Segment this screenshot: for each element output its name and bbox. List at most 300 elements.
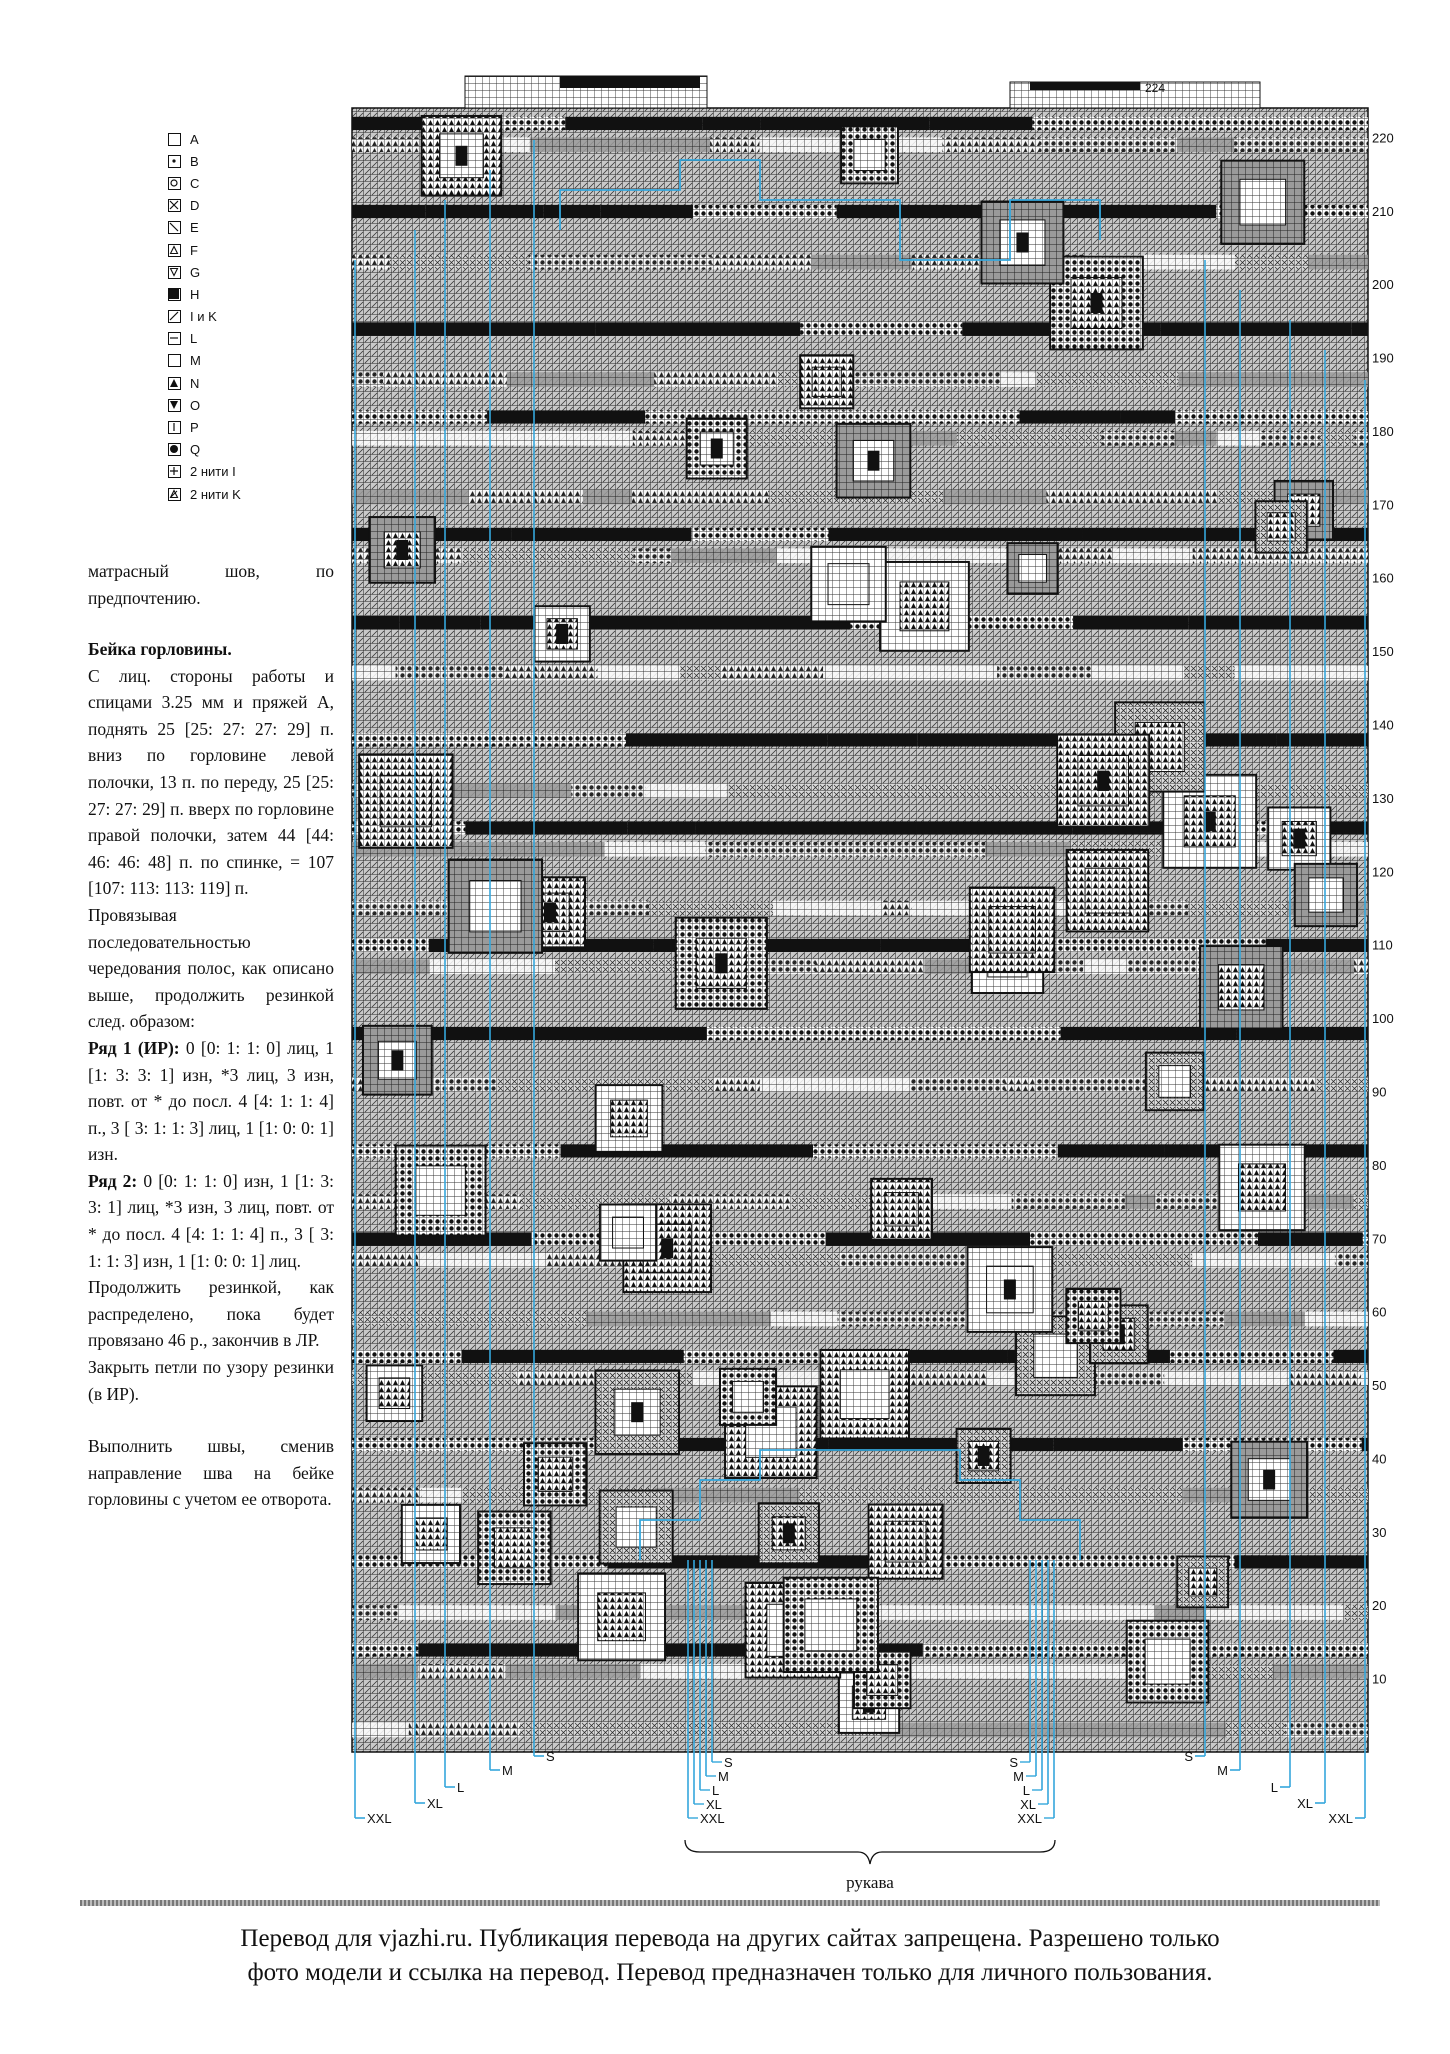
- stripe-band: [1352, 322, 1368, 335]
- pattern-band: [891, 1664, 1053, 1679]
- stripe-band: [352, 939, 429, 952]
- pattern-band: [1012, 1194, 1125, 1209]
- pattern-band: [773, 901, 882, 916]
- size-label: XXL: [1328, 1811, 1353, 1826]
- size-label: XL: [706, 1797, 722, 1812]
- pattern-band: [352, 959, 430, 974]
- motif-inner: [1238, 1164, 1285, 1211]
- pattern-band: [791, 1194, 876, 1209]
- motif-center: [783, 1523, 795, 1543]
- motif-center: [396, 540, 408, 560]
- stripe-band: [601, 205, 694, 218]
- motif-inner: [1240, 179, 1286, 225]
- pattern-band: [1215, 1077, 1316, 1092]
- stripe-band: [1030, 1232, 1214, 1245]
- pattern-band: [654, 372, 778, 387]
- pattern-band: [507, 372, 551, 387]
- motif-center: [455, 146, 467, 166]
- stripe-band: [352, 410, 429, 423]
- stripe-band: [352, 322, 596, 335]
- row-number-label: 140: [1372, 717, 1394, 733]
- stripe-band: [352, 1438, 543, 1451]
- shoulder-left-top: [560, 76, 700, 88]
- pattern-band: [985, 842, 1070, 857]
- pattern-band: [710, 137, 759, 152]
- pattern-band: [1039, 137, 1176, 152]
- pattern-band: [815, 959, 924, 974]
- stripe-band: [1221, 1643, 1368, 1656]
- motif-center: [661, 1238, 673, 1258]
- motif-center: [715, 953, 727, 973]
- motif-center: [1004, 1279, 1016, 1299]
- footer-line-2: фото модели и ссылка на перевод. Перевод предназначен только для личного пользования.: [247, 1959, 1213, 1986]
- pattern-band: [679, 1723, 836, 1738]
- row-number-label: 10: [1372, 1671, 1387, 1687]
- pattern-band: [838, 1312, 976, 1327]
- stripe-band: [1367, 117, 1368, 130]
- pattern-band: [956, 1723, 1088, 1738]
- pattern-band: [352, 666, 396, 681]
- pattern-band: [1008, 1488, 1183, 1503]
- size-label: XL: [427, 1796, 443, 1811]
- pattern-band: [1174, 431, 1216, 446]
- motif-inner: [885, 1193, 918, 1226]
- motif-inner: [613, 1217, 644, 1248]
- stripe-band: [1019, 410, 1121, 423]
- pattern-band: [462, 548, 633, 563]
- row-number-label: 30: [1372, 1524, 1387, 1540]
- legend-label: N: [190, 375, 200, 391]
- pattern-band: [396, 666, 504, 681]
- stripe-band: [1235, 1555, 1368, 1568]
- stripe-band: [813, 1144, 1058, 1157]
- sleeve-brace: [685, 1840, 1055, 1864]
- pattern-band: [1354, 1194, 1368, 1209]
- pattern-band: [352, 1312, 463, 1327]
- motif-inner: [1159, 1066, 1191, 1098]
- pattern-band: [632, 490, 768, 505]
- stripe-band: [352, 616, 400, 629]
- motif-inner: [538, 1457, 572, 1491]
- legend-label: P: [190, 420, 199, 436]
- row-number-label: 90: [1372, 1084, 1387, 1100]
- row-number-label: 40: [1372, 1451, 1387, 1467]
- pattern-band: [1050, 548, 1112, 563]
- motif-inner: [989, 907, 1036, 954]
- row-number-label: 80: [1372, 1157, 1387, 1173]
- pattern-band: [904, 783, 1060, 798]
- row-number-label: 100: [1372, 1011, 1394, 1027]
- footer-divider: [80, 1900, 1380, 1906]
- motif-inner: [1079, 1301, 1109, 1331]
- pattern-band: [760, 1077, 911, 1092]
- section-heading: Бейка горловины.: [88, 639, 232, 659]
- size-label: L: [1270, 1780, 1278, 1795]
- stripe-band: [626, 733, 827, 746]
- paragraph-continue: Продолжить резинкой, как распределено, пока будет провязано 46 р., закончив в ЛР.: [88, 1277, 334, 1351]
- motif-inner: [1219, 965, 1264, 1010]
- pattern-band: [463, 1312, 586, 1327]
- pattern-band: [551, 372, 654, 387]
- stripe-band: [352, 205, 426, 218]
- motif-inner: [380, 775, 431, 826]
- row-number-label: 220: [1372, 130, 1394, 146]
- size-label: XL: [1297, 1796, 1313, 1811]
- pattern-band: [505, 1664, 640, 1679]
- pattern-band: [1305, 1312, 1368, 1327]
- motif-inner: [416, 1166, 465, 1215]
- motif-center: [1263, 1470, 1275, 1490]
- pattern-band: [921, 1194, 1012, 1209]
- legend-label: B: [190, 153, 199, 169]
- stripe-band: [426, 205, 543, 218]
- pattern-band: [1217, 431, 1260, 446]
- pattern-band: [672, 548, 777, 563]
- pattern-band: [1046, 490, 1218, 505]
- stripe-band: [628, 821, 695, 834]
- stripe-band: [429, 410, 487, 423]
- legend-label: 2 нити I: [190, 464, 236, 480]
- pattern-band: [886, 1488, 1008, 1503]
- footer-line-1: Перевод для vjazhi.ru. Публикация перевода на других сайтах запрещена. Разрешено только: [240, 1925, 1220, 1952]
- pattern-band: [352, 1253, 418, 1268]
- stripe-band: [1027, 1643, 1093, 1656]
- pattern-band: [877, 842, 947, 857]
- stripe-band: [1121, 410, 1175, 423]
- stripe-band: [703, 117, 760, 130]
- stripe-band: [829, 528, 1083, 541]
- stripe-band: [1161, 322, 1352, 335]
- pattern-band: [605, 842, 706, 857]
- row-number-label: 50: [1372, 1378, 1387, 1394]
- stripe-band: [917, 821, 1073, 834]
- stripe-band: [1054, 1438, 1183, 1451]
- stripe-band: [588, 1027, 707, 1040]
- stripe-band: [871, 410, 1020, 423]
- pattern-band: [727, 783, 904, 798]
- stripe-band: [756, 1232, 825, 1245]
- legend-label: H: [190, 286, 200, 302]
- size-label: XXL: [367, 1811, 392, 1826]
- motif-inner: [885, 1521, 926, 1562]
- intro-paragraph: матрасный шов, по предпочтению.: [88, 561, 334, 608]
- motif-center: [556, 624, 568, 644]
- stripe-band: [1214, 1232, 1258, 1245]
- motif-inner: [470, 881, 521, 932]
- motif-inner: [1309, 878, 1343, 912]
- pattern-band: [352, 1664, 418, 1679]
- paragraph-bindoff: Закрыть петли по узору резинки (в ИР).: [88, 1357, 334, 1404]
- shoulder-right-top: [1030, 82, 1140, 90]
- stripe-band: [510, 733, 626, 746]
- paragraph-pickup: С лиц. стороны работы и спицами 3.25 мм и пряжей А, поднять 25 [25: 27: 27: 29] п. вниз по горловине левой полочки, 13 п. по переду, 25 [25: 27: 27: 29] п. вверх по горловине правой полочки, затем 44 [44: 46: 46: 48] п. по спинке, = 107 [107: 113: 113: 119] п.: [88, 665, 334, 899]
- top-row-label: 224: [1145, 81, 1166, 95]
- pattern-band: [468, 490, 583, 505]
- motif-inner: [415, 1518, 447, 1550]
- pattern-band: [641, 1664, 706, 1679]
- legend-label: L: [190, 331, 198, 347]
- row-number-label: 110: [1372, 937, 1393, 953]
- row-number-label: 210: [1372, 203, 1394, 219]
- motif-inner: [1189, 1568, 1217, 1596]
- stripe-band: [1333, 1350, 1368, 1363]
- motif-center: [631, 1402, 643, 1422]
- legend-label: I и K: [190, 309, 217, 325]
- stripe-band: [400, 616, 480, 629]
- pattern-band: [352, 255, 390, 270]
- pattern-band: [1188, 901, 1287, 916]
- pattern-band: [1235, 255, 1308, 270]
- size-label: L: [457, 1780, 465, 1795]
- legend-label: D: [190, 198, 200, 214]
- pattern-band: [1092, 666, 1184, 681]
- pattern-band: [422, 1488, 463, 1503]
- pattern-band: [529, 255, 712, 270]
- motif-inner: [1085, 868, 1130, 913]
- motif-center: [867, 451, 879, 471]
- pattern-band: [943, 490, 1046, 505]
- pattern-band: [1002, 372, 1036, 387]
- size-label: S: [1184, 1749, 1193, 1764]
- row-number-label: 60: [1372, 1304, 1387, 1320]
- legend-label: M: [190, 353, 201, 369]
- pattern-band: [1273, 1664, 1368, 1679]
- pattern-band: [1354, 959, 1368, 974]
- pattern-band: [680, 666, 720, 681]
- pattern-band: [520, 1723, 678, 1738]
- pattern-band: [597, 666, 680, 681]
- pattern-band: [911, 1077, 1005, 1092]
- size-label: M: [718, 1769, 729, 1784]
- sleeve-label: рукава: [846, 1873, 894, 1892]
- paragraph-stripes: Провязывая последовательностью чередования полос, как описано выше, продолжить резинкой след. образом:: [88, 904, 334, 1032]
- pattern-band: [1234, 137, 1335, 152]
- pattern-band: [583, 490, 632, 505]
- row2-label: Ряд 2:: [88, 1170, 138, 1191]
- stripe-band: [827, 733, 918, 746]
- pattern-band: [447, 783, 571, 798]
- legend-label: F: [190, 242, 198, 258]
- row1-text: 0 [0: 1: 1: 0] лиц, 1 [1: 3: 3: 1] изн, *3 лиц, 3 изн, повт. от * до посл. 4 [4: 1: 1: 4] п., 3 [ 3: 1: 1: 3] лиц, 1 [1: 0: 0: 1] изн.: [88, 1037, 334, 1165]
- pattern-band: [1112, 548, 1192, 563]
- pattern-band: [1233, 1370, 1287, 1385]
- stripe-band: [500, 117, 565, 130]
- pattern-band: [503, 842, 605, 857]
- pattern-band: [634, 548, 672, 563]
- pattern-band: [1335, 1253, 1368, 1268]
- motif-inner: [900, 582, 949, 631]
- motif-inner: [598, 1593, 646, 1641]
- pattern-band: [869, 1605, 1007, 1620]
- stripe-band: [1217, 117, 1367, 130]
- stripe-band: [1073, 616, 1189, 629]
- pattern-band: [352, 431, 408, 446]
- size-label: XL: [1020, 1797, 1036, 1812]
- pattern-band: [352, 372, 383, 387]
- motif-inner: [840, 1370, 889, 1419]
- pattern-band: [409, 1723, 521, 1738]
- pattern-band: [947, 842, 985, 857]
- size-label: S: [1009, 1755, 1018, 1770]
- stripe-band: [800, 322, 962, 335]
- size-label: M: [1217, 1763, 1228, 1778]
- size-label: XXL: [700, 1811, 725, 1826]
- pattern-band: [1083, 959, 1126, 974]
- pattern-band: [418, 1664, 505, 1679]
- motif-inner: [616, 1507, 656, 1547]
- pattern-band: [997, 666, 1092, 681]
- row-number-label: 170: [1372, 497, 1394, 513]
- pattern-band: [397, 1605, 555, 1620]
- pattern-band: [352, 901, 459, 916]
- paragraph-seams: Выполнить швы, сменив направление шва на бейке горловины с учетом ее отворота.: [88, 1436, 334, 1510]
- pattern-band: [418, 1253, 546, 1268]
- size-label: M: [1013, 1769, 1024, 1784]
- motif-inner: [611, 1100, 648, 1137]
- stripe-band: [512, 528, 692, 541]
- row-number-label: 200: [1372, 277, 1394, 293]
- pattern-band: [823, 666, 997, 681]
- pattern-band: [1226, 1723, 1286, 1738]
- pattern-band: [696, 1253, 839, 1268]
- stripe-band: [418, 1643, 553, 1656]
- row-number-label: 20: [1372, 1598, 1387, 1614]
- stripe-band: [352, 1643, 418, 1656]
- pattern-band: [1274, 959, 1354, 974]
- pattern-band: [649, 901, 773, 916]
- pattern-band: [942, 137, 1039, 152]
- pattern-band: [1126, 959, 1180, 974]
- row-number-label: 160: [1372, 570, 1394, 586]
- stripe-band: [930, 117, 1033, 130]
- row-number-label: 70: [1372, 1231, 1387, 1247]
- legend-label: 2 нити K: [190, 486, 241, 502]
- pattern-band: [1235, 666, 1368, 681]
- row1-label: Ряд 1 (ИР):: [88, 1037, 180, 1058]
- pattern-band: [1287, 1370, 1361, 1385]
- pattern-band: [571, 783, 645, 798]
- pattern-band: [1102, 431, 1175, 446]
- stripe-band: [1083, 528, 1267, 541]
- pattern-band: [352, 1605, 397, 1620]
- row-number-label: 120: [1372, 864, 1394, 880]
- pattern-band: [711, 255, 811, 270]
- stripe-band: [1058, 1144, 1164, 1157]
- pattern-band: [1308, 255, 1368, 270]
- size-label: L: [1022, 1783, 1030, 1798]
- motif-inner: [1145, 1639, 1190, 1684]
- pattern-band: [771, 1312, 838, 1327]
- legend-label: E: [190, 220, 199, 236]
- pattern-band: [503, 666, 597, 681]
- pattern-band: [705, 842, 877, 857]
- pattern-band: [1164, 1370, 1233, 1385]
- stripe-band: [1258, 1232, 1363, 1245]
- stripe-band: [596, 322, 800, 335]
- legend-label: A: [190, 131, 199, 147]
- pattern-band: [538, 431, 633, 446]
- motif-center: [711, 438, 723, 458]
- stripe-band: [1189, 616, 1368, 629]
- footer-notice: [90, 1922, 1370, 1990]
- stripe-band: [923, 1643, 1027, 1656]
- pattern-band: [352, 1723, 409, 1738]
- pattern-band: [1355, 431, 1368, 446]
- stripe-band: [1032, 117, 1217, 130]
- motif-center: [1016, 232, 1028, 252]
- row-number-label: 190: [1372, 350, 1394, 366]
- pattern-band: [352, 1488, 422, 1503]
- stripe-band: [1175, 410, 1266, 423]
- pattern-band: [957, 431, 1102, 446]
- motif-inner: [733, 1381, 764, 1412]
- pattern-band: [408, 431, 538, 446]
- pattern-band: [352, 490, 468, 505]
- pattern-band: [1314, 372, 1368, 387]
- motif-inner: [379, 1378, 410, 1409]
- stripe-band: [645, 410, 871, 423]
- pattern-band: [799, 1488, 886, 1503]
- pattern-band: [1335, 137, 1368, 152]
- motif-center: [544, 902, 556, 922]
- row-number-label: 150: [1372, 644, 1394, 660]
- motif-inner: [828, 564, 869, 605]
- stripe-band: [1170, 1350, 1334, 1363]
- size-label: M: [502, 1763, 513, 1778]
- stripe-band: [707, 1027, 849, 1040]
- pattern-band: [882, 901, 912, 916]
- motif-center: [1097, 771, 1109, 791]
- motif-center: [391, 1050, 403, 1070]
- pattern-band: [430, 959, 555, 974]
- row-number-label: 180: [1372, 423, 1394, 439]
- pattern-band: [720, 666, 823, 681]
- motif-center: [1090, 293, 1102, 313]
- motif-inner: [1267, 513, 1295, 541]
- pattern-band: [586, 1312, 771, 1327]
- stripe-band: [695, 821, 917, 834]
- pattern-band: [1225, 1312, 1305, 1327]
- motif-inner: [854, 139, 885, 170]
- pattern-band: [713, 1077, 760, 1092]
- pattern-band: [1035, 372, 1178, 387]
- row-number-label: 130: [1372, 790, 1394, 806]
- pattern-band: [1177, 137, 1234, 152]
- stripe-band: [352, 733, 510, 746]
- legend-label: G: [190, 264, 201, 280]
- pattern-band: [1184, 666, 1234, 681]
- pattern-band: [1192, 1253, 1335, 1268]
- legend-label: C: [190, 175, 200, 191]
- stripe-band: [461, 1350, 683, 1363]
- pattern-band: [1320, 1723, 1368, 1738]
- pattern-band: [530, 137, 710, 152]
- pattern-band: [1125, 1194, 1156, 1209]
- pattern-band: [776, 959, 815, 974]
- pattern-band: [555, 959, 694, 974]
- size-label: L: [712, 1783, 720, 1798]
- stripe-band: [487, 410, 645, 423]
- stripe-band: [543, 205, 601, 218]
- row2-text: 0 [0: 1: 1: 0] изн, 1 [1: 3: 3: 1] лиц, *3 изн, 3 лиц, повт. от * до посл. 4 [4: 1: 1: 4] п., 3 [ 3: 1: 1: 3] изн, 1 [1: 0: 0: 1] лиц.: [88, 1170, 335, 1271]
- motif-inner: [812, 367, 841, 396]
- legend-label: O: [190, 397, 201, 413]
- motif-inner: [494, 1528, 534, 1568]
- pattern-band: [1179, 372, 1315, 387]
- motif-center: [1293, 829, 1305, 849]
- pattern-band: [812, 255, 912, 270]
- stripe-band: [849, 1027, 1061, 1040]
